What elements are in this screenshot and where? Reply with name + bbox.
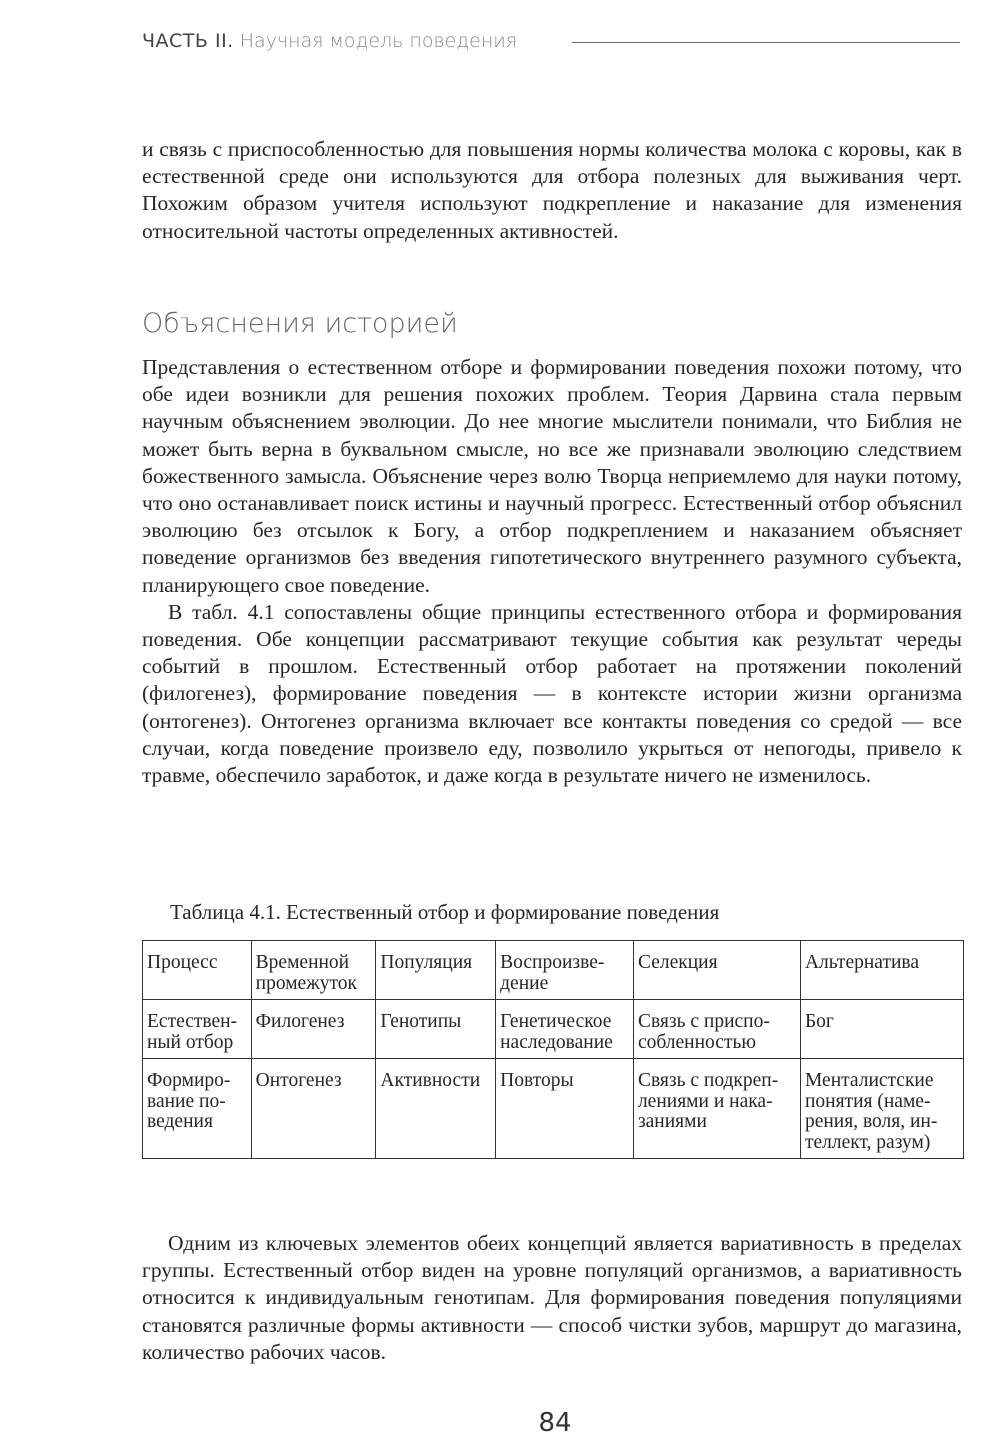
intro-paragraph-block [142, 136, 962, 245]
table-cell: Альтернатива [800, 941, 963, 1000]
table-cell: Естественный отбор [143, 1000, 252, 1059]
closing-paragraph-block [142, 1230, 962, 1366]
section-paragraph-1: Представления о естественном отборе и формировании поведения похожи потому, что обе идеи возникли для решения похожих проблем. Теория Дарвина стала первым научным объяснением эволюции. До нее многие мыслители понимали, что Библия не может быть верна в буквальном смысле, но все же признавали эволюцию следствием божественного замысла. Объяснение через волю Творца неприемлемо для науки потому, что оно останавливает поиск истины и научный прогресс. Естественный отбор объяснил эволюцию без отсылок к Богу, а отбор подкреплением и наказанием объясняет поведение организмов без введения гипотетического внутреннего разумного субъекта, планирующего свое поведение. [142, 355, 962, 597]
table-cell: Активности [376, 1059, 496, 1159]
table-cell: Связь с приспособленностью [633, 1000, 800, 1059]
page-number: 84 [538, 1408, 572, 1438]
intro-paragraph: и связь с приспособленностью для повышения нормы количества молока с коровы, как в естественной среде они используются для отбора полезных для выживания черт. Похожим образом учителя используют подкрепление и наказание для изменения относительной частоты определенных активностей. [142, 137, 962, 243]
table-cell: Связь с подкреплениями и наказаниями [633, 1059, 800, 1159]
table-cell: Временной промежуток [251, 941, 376, 1000]
table-cell: Менталистские понятия (намерения, воля, интеллект, разум) [800, 1059, 963, 1159]
table-cell: Повторы [496, 1059, 634, 1159]
table-row [143, 1000, 964, 1059]
header-part-label: ЧАСТЬ II. [142, 30, 234, 52]
table-caption: Таблица 4.1. Естественный отбор и формирование поведения [170, 900, 720, 924]
table-cell: Генотипы [376, 1000, 496, 1059]
table-header-row [143, 941, 964, 1000]
table-cell: Генетическое наследование [496, 1000, 634, 1059]
table-cell: Онтогенез [251, 1059, 376, 1159]
header-title: Научная модель поведения [239, 30, 518, 52]
header-rule [572, 42, 960, 43]
table-cell: Формирование поведения [143, 1059, 252, 1159]
comparison-table [142, 940, 964, 1159]
table-cell: Воспроизведение [496, 941, 634, 1000]
running-header [142, 30, 517, 52]
section-text [142, 354, 962, 789]
closing-paragraph: Одним из ключевых элементов обеих концепций является вариативность в пределах группы. Естественный отбор виден на уровне популяций организмов, а вариативность относится к индивидуальным генотипам. Для формирования поведения популяциями становятся различные формы активности — способ чистки зубов, маршрут до магазина, количество рабочих часов. [142, 1231, 962, 1364]
table-cell: Филогенез [251, 1000, 376, 1059]
table-row [143, 1059, 964, 1159]
table-cell: Процесс [143, 941, 252, 1000]
table-cell: Бог [800, 1000, 963, 1059]
section-heading: Объяснения историей [142, 308, 458, 339]
section-paragraph-2: В табл. 4.1 сопоставлены общие принципы естественного отбора и формирования поведения. Обе концепции рассматривают текущие события как результат череды событий в прошлом. Естественный отбор работает на протяжении поколений (филогенез), формирование поведения — в контексте истории жизни организма (онтогенез). Онтогенез организма включает все контакты поведения со средой — все случаи, когда поведение произвело еду, позволило укрыться от непогоды, привело к травме, обеспечило заработок, и даже когда в результате ничего не изменилось. [142, 599, 962, 788]
table-cell: Селекция [633, 941, 800, 1000]
table-cell: Популяция [376, 941, 496, 1000]
